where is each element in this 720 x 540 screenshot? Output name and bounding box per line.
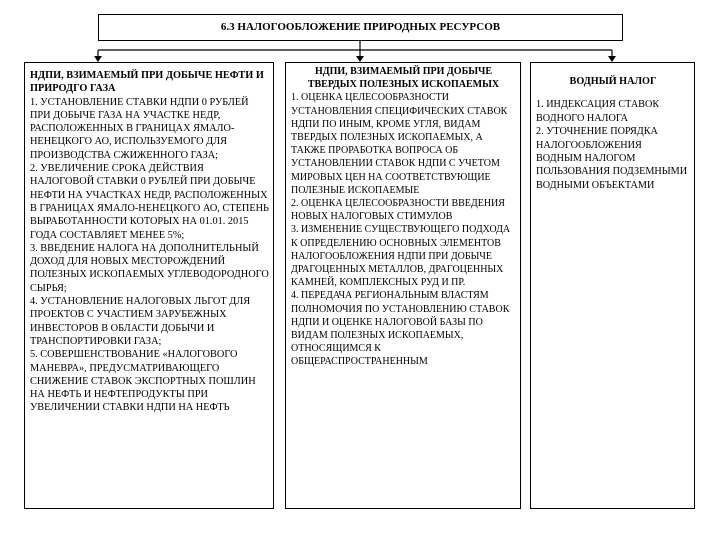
oil-gas-heading: НДПИ, ВЗИМАЕМЫЙ ПРИ ДОБЫЧЕ НЕФТИ И ПРИРОДГО ГАЗА bbox=[30, 70, 264, 95]
oil-gas-item-2: 2. УВЕЛИЧЕНИЕ СРОКА ДЕЙСТВИЯ НАЛОГОВОЙ СТАВКИ 0 РУБЛЕЙ ПРИ ДОБЫЧЕ НЕФТИ НА УЧАСТКАХ НЕДР, РАСПОЛОЖЕННЫХ В ГРАНИЦАХ ЯМАЛО-НЕНЕЦКОГО АО, СТЕПЕНЬ ВЫРАБОТАННОСТИ КОТОРЫХ НА 01.01. 2015 ГОДА СОСТАВЛЯЕТ МЕНЕЕ 5%; bbox=[30, 163, 269, 241]
oil-gas-mineral-tax-box bbox=[24, 62, 274, 509]
water-tax-item-1: 1. ИНДЕКСАЦИЯ СТАВОК ВОДНОГО НАЛОГА bbox=[536, 99, 660, 124]
oil-gas-item-1: 1. УСТАНОВЛЕНИЕ СТАВКИ НДПИ 0 РУБЛЕЙ ПРИ ДОБЫЧЕ ГАЗА НА УЧАСТКЕ НЕДР, РАСПОЛОЖЕННЫХ В ГРАНИЦАХ ЯМАЛО-НЕНЕЦКОГО АО, ИСПОЛЬЗУЕМОГО ДЛЯ ПРОИЗВОДСТВА СЖИЖЕННОГО ГАЗА; bbox=[30, 96, 249, 161]
oil-gas-item-4: 4. УСТАНОВЛЕНИЕ НАЛОГОВЫХ ЛЬГОТ ДЛЯ ПРОЕКТОВ С УЧАСТИЕМ ЗАРУБЕЖНЫХ ИНВЕСТОРОВ В ОБЛАСТИ ДОБЫЧИ И ТРАНСПОРТИРОВКИ ГАЗА; bbox=[30, 296, 251, 347]
solid-minerals-item-2: 2. ОЦЕНКА ЦЕЛЕСООБРАЗНОСТИ ВВЕДЕНИЯ НОВЫХ НАЛОГОВЫХ СТИМУЛОВ bbox=[291, 198, 505, 223]
water-tax-box bbox=[530, 62, 695, 509]
solid-minerals-item-3: 3. ИЗМЕНЕНИЕ СУЩЕСТВУЮЩЕГО ПОДХОДА К ОПРЕДЕЛЕНИЮ ОСНОВНЫХ ЭЛЕМЕНТОВ НАЛОГООБЛОЖЕНИЯ НДПИ ПРИ ДОБЫЧЕ ДРАГОЦЕННЫХ МЕТАЛЛОВ, ДРАГОЦЕННЫХ КАМНЕЙ, КОМПЛЕКСНЫХ РУД И ПР. bbox=[291, 224, 511, 289]
solid-minerals-tax-box bbox=[285, 62, 521, 509]
solid-minerals-item-4: 4. ПЕРЕДАЧА РЕГИОНАЛЬНЫМ ВЛАСТЯМ ПОЛНОМОЧИЯ ПО УСТАНОВЛЕНИЮ СТАВОК НДПИ И ОЦЕНКЕ НАЛОГОВОЙ БАЗЫ ПО ВИДАМ ПОЛЕЗНЫХ ИСКОПАЕМЫХ, ОТНОСЯЩИМСЯ К ОБЩЕРАСПРОСТРАНЕННЫМ bbox=[291, 290, 510, 368]
solid-minerals-heading: НДПИ, ВЗИМАЕМЫЙ ПРИ ДОБЫЧЕ ТВЕРДЫХ ПОЛЕЗНЫХ ИСКОПАЕМЫХ bbox=[307, 66, 500, 91]
solid-minerals-item-1: 1. ОЦЕНКА ЦЕЛЕСООБРАЗНОСТИ УСТАНОВЛЕНИЯ СПЕЦИФИЧЕСКИХ СТАВОК НДПИ ПО ИНЫМ, КРОМЕ УГЛЯ, ВИДАМ ТВЕРДЫХ ПОЛЕЗНЫХ ИСКОПАЕМЫХ, А ТАКЖЕ ПРОРАБОТКА ВОПРОСА ОБ УСТАНОВЛЕНИИ СТАВОК НДПИ С УЧЕТОМ МИРОВЫХ ЦЕН НА СООТВЕТСТВУЮЩИЕ ПОЛЕЗНЫЕ ИСКОПАЕМЫЕ bbox=[291, 92, 508, 196]
oil-gas-item-3: 3. ВВЕДЕНИЕ НАЛОГА НА ДОПОЛНИТЕЛЬНЫЙ ДОХОД ДЛЯ НОВЫХ МЕСТОРОЖДЕНИЙ ПОЛЕЗНЫХ ИСКОПАЕМЫХ УГЛЕВОДОРОДНОГО СЫРЬЯ; bbox=[30, 242, 269, 294]
oil-gas-item-5: 5. СОВЕРШЕНСТВОВАНИЕ «НАЛОГОВОГО МАНЕВРА», ПРЕДУСМАТРИВАЮЩЕГО СНИЖЕНИЕ СТАВОК ЭКСПОРТНЫХ ПОШЛИН НА НЕФТЬ И НЕФТЕПРОДУКТЫ ПРИ УВЕЛИЧЕНИИ СТАВКИ НДПИ НА НЕФТЬ bbox=[30, 349, 256, 414]
water-tax-item-2: 2. УТОЧНЕНИЕ ПОРЯДКА НАЛОГООБЛОЖЕНИЯ ВОДНЫМ НАЛОГОМ ПОЛЬЗОВАНИЯ ПОДЗЕМНЫМИ ВОДНЫМИ ОБЪЕКТАМИ bbox=[536, 126, 688, 191]
water-tax-heading: ВОДНЫЙ НАЛОГ bbox=[569, 76, 657, 87]
diagram-title: 6.3 НАЛОГООБЛОЖЕНИЕ ПРИРОДНЫХ РЕСУРСОВ bbox=[98, 14, 623, 41]
